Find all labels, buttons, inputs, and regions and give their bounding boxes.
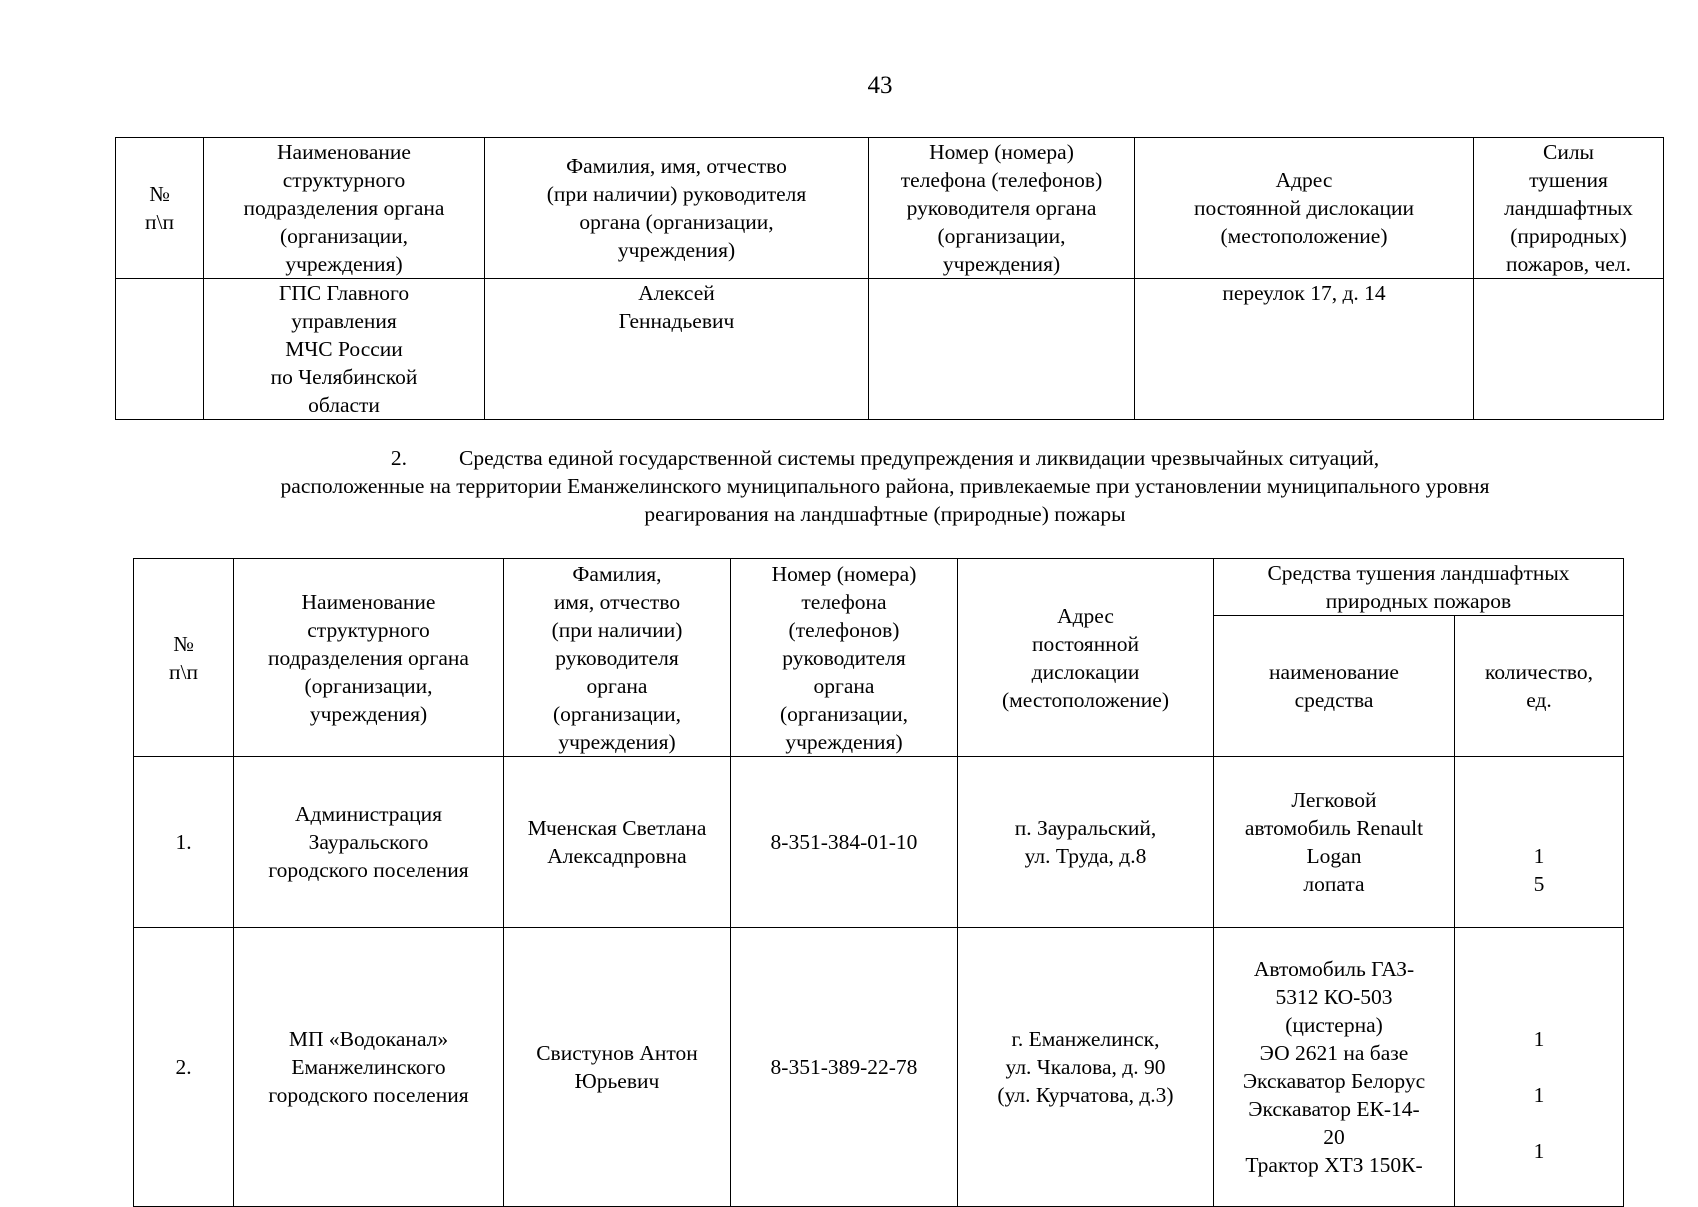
table-row bbox=[116, 279, 1664, 420]
header-head: Фамилия, имя, отчество (при наличии) руководителя органа (организации, учреждения) bbox=[504, 559, 731, 757]
header-address: Адрес постоянной дислокации (местоположение) bbox=[958, 559, 1214, 757]
cell-head: Алексей Геннадьевич bbox=[485, 279, 869, 420]
section-heading bbox=[185, 444, 1585, 528]
header-means-name: наименование средства bbox=[1214, 616, 1455, 757]
cell-number: 2. bbox=[134, 928, 234, 1207]
header-number: № п\п bbox=[116, 138, 204, 279]
table-row bbox=[134, 757, 1624, 928]
cell-means-qty: 1 1 1 bbox=[1455, 928, 1624, 1207]
header-forces: Силы тушения ландшафтных (природных) пожаров, чел. bbox=[1474, 138, 1664, 279]
table-means bbox=[133, 558, 1624, 1207]
cell-phone bbox=[869, 279, 1135, 420]
header-means-qty: количество, ед. bbox=[1455, 616, 1624, 757]
section-title: Средства единой государственной системы предупреждения и ликвидации чрезвычайных ситуаций, расположенные на территории Еманжелинского муниципального района, привлекаемые при установлении муниципального уровня реагирования на ландшафтные (природные) пожары bbox=[280, 446, 1490, 526]
cell-forces bbox=[1474, 279, 1664, 420]
header-means-group: Средства тушения ландшафтных природных пожаров bbox=[1214, 559, 1624, 616]
header-unit: Наименование структурного подразделения органа (организации, учреждения) bbox=[234, 559, 504, 757]
header-head: Фамилия, имя, отчество (при наличии) руководителя органа (организации, учреждения) bbox=[485, 138, 869, 279]
table-header-row bbox=[116, 138, 1664, 279]
header-number: № п\п bbox=[134, 559, 234, 757]
cell-number: 1. bbox=[134, 757, 234, 928]
cell-head: Мченская Светлана Алексадnровна bbox=[504, 757, 731, 928]
page-number: 43 bbox=[867, 72, 893, 99]
cell-unit: ГПС Главного управления МЧС России по Челябинской области bbox=[204, 279, 485, 420]
cell-address: п. Зауральский, ул. Труда, д.8 bbox=[958, 757, 1214, 928]
cell-means-name: Легковой автомобиль Renault Logan лопата bbox=[1214, 757, 1455, 928]
header-phone: Номер (номера) телефона (телефонов) руководителя органа (организации, учреждения) bbox=[869, 138, 1135, 279]
section-number: 2. bbox=[390, 446, 408, 470]
cell-means-name: Автомобиль ГАЗ- 5312 КО-503 (цистерна) ЭО 2621 на базе Экскаватор Белорус Экскаватор ЕК-14- 20 Трактор ХТЗ 150К- bbox=[1214, 928, 1455, 1207]
cell-address: переулок 17, д. 14 bbox=[1135, 279, 1474, 420]
section-title-text bbox=[185, 444, 1585, 528]
cell-address: г. Еманжелинск, ул. Чкалова, д. 90 (ул. Курчатова, д.3) bbox=[958, 928, 1214, 1207]
header-unit: Наименование структурного подразделения органа (организации, учреждения) bbox=[204, 138, 485, 279]
cell-phone: 8-351-389-22-78 bbox=[731, 928, 958, 1207]
header-phone: Номер (номера) телефона (телефонов) руководителя органа (организации, учреждения) bbox=[731, 559, 958, 757]
cell-unit: Администрация Зауральского городского поселения bbox=[234, 757, 504, 928]
table-row bbox=[134, 928, 1624, 1207]
header-address: Адрес постоянной дислокации (местоположение) bbox=[1135, 138, 1474, 279]
cell-phone: 8-351-384-01-10 bbox=[731, 757, 958, 928]
table-header-row bbox=[134, 559, 1624, 616]
table-forces bbox=[115, 137, 1664, 420]
cell-means-qty: 1 5 bbox=[1455, 757, 1624, 928]
cell-number bbox=[116, 279, 204, 420]
cell-head: Свистунов Антон Юрьевич bbox=[504, 928, 731, 1207]
cell-unit: МП «Водоканал» Еманжелинского городского поселения bbox=[234, 928, 504, 1207]
